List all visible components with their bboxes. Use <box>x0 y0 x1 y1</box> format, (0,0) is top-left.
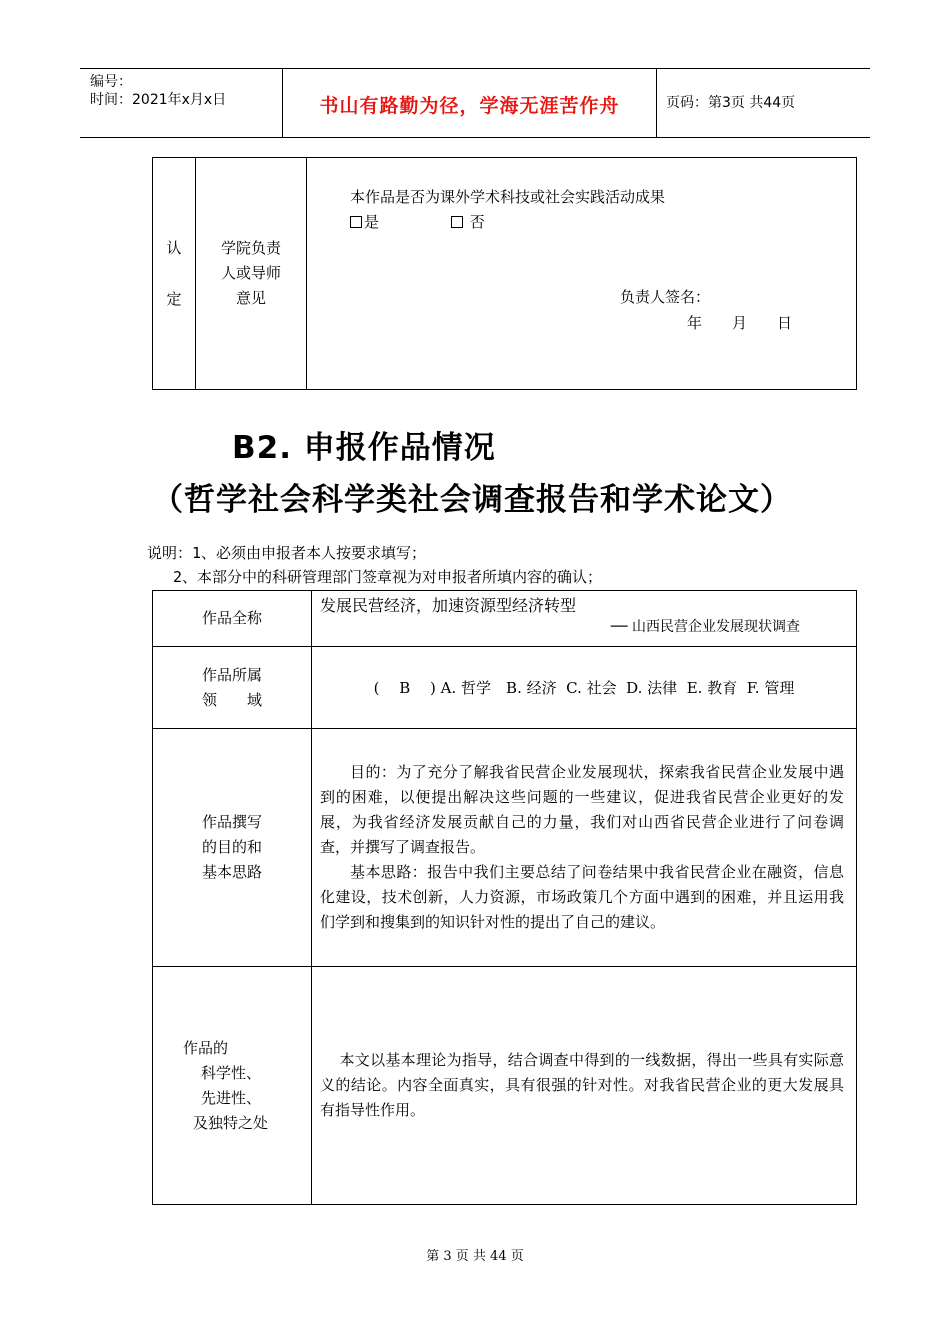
approval-option-yes[interactable] <box>350 211 379 232</box>
signature-label: 负责人签名： <box>620 288 711 306</box>
purpose-label-line: 基本思路 <box>201 863 262 881</box>
page-header <box>80 68 870 138</box>
purpose-paragraph: 目的：为了充分了解我省民营企业发展现状，探索我省民营企业发展中遇到的困难，以便提出解决这些问题的一些建议，促进我省民营企业更好的发展，为我省经济发展贡献自己的力量，我们对山西省民营企业进行了问卷调查，并撰写了调查报告。 <box>320 763 844 856</box>
purpose-cell <box>312 729 857 967</box>
doc-number-label: 编号： <box>90 74 132 90</box>
purpose-label-line: 作品撰写 <box>201 813 262 831</box>
merit-label-cell <box>153 967 312 1205</box>
header-page-label: 页码：第3页 共44页 <box>666 95 796 111</box>
work-info-table <box>152 590 857 1205</box>
field-label-line: 领 域 <box>201 690 262 709</box>
table-row <box>153 591 857 647</box>
section-title: B2. 申报作品情况 <box>232 430 496 466</box>
page-footer: 第 3 页 共 44 页 <box>426 1249 524 1264</box>
work-subtitle: ── 山西民营企业发展现状调查 <box>610 619 800 635</box>
doc-date-label: 时间：2021年x月x日 <box>90 92 227 108</box>
header-motto: 书山有路勤为径，学海无涯苦作舟 <box>319 95 620 117</box>
table-row <box>153 729 857 967</box>
merit-label-line: 先进性、 <box>201 1088 262 1107</box>
work-name-cell <box>312 591 857 647</box>
work-name-label: 作品全称 <box>153 591 312 647</box>
field-label-line: 作品所属 <box>201 665 262 684</box>
approval-role-line: 人或导师 <box>220 264 281 282</box>
option-yes-label: 是 <box>364 213 380 231</box>
work-name: 发展民营经济，加速资源型经济转型 <box>320 596 577 615</box>
purpose-label-line: 的目的和 <box>201 838 262 856</box>
approach-paragraph: 基本思路：报告中我们主要总结了问卷结果中我省民营企业在融资，信息化建设，技术创新，人力资源，市场政策几个方面中遇到的困难，并且运用我们学到和搜集到的知识针对性的提出了自己的建议。 <box>320 863 844 931</box>
header-right-cell <box>656 69 870 137</box>
note-line-1: 说明：1、必须由申报者本人按要求填写； <box>147 544 427 562</box>
table-row <box>153 647 857 729</box>
signature-date-line: 年 月 日 <box>687 314 793 332</box>
note-line-2: 2、本部分中的科研管理部门签章视为对申报者所填内容的确认； <box>173 568 603 586</box>
checkbox-no[interactable] <box>451 216 463 228</box>
field-value: ( B ) A. 哲学 B. 经济 C. 社会 D. 法律 E. 教育 F. 管理 <box>312 647 857 729</box>
approval-role-cell <box>196 158 307 390</box>
merit-label-line: 科学性、 <box>201 1063 262 1082</box>
approval-category-cell <box>153 158 196 390</box>
approval-opinion-cell <box>307 158 857 390</box>
section-subtitle: （哲学社会科学类社会调查报告和学术论文） <box>152 482 792 518</box>
approval-role-line: 意见 <box>235 289 266 307</box>
approval-role-line: 学院负责 <box>220 239 281 257</box>
merit-label-line: 及独特之处 <box>193 1113 269 1132</box>
approval-category-bottom: 定 <box>166 289 182 308</box>
merit-cell <box>312 967 857 1205</box>
checkbox-yes[interactable] <box>350 216 362 228</box>
approval-category-top: 认 <box>166 238 182 257</box>
approval-question: 本作品是否为课外学术科技或社会实践活动成果 <box>350 188 666 206</box>
merit-paragraph: 本文以基本理论为指导，结合调查中得到的一线数据，得出一些具有实际意义的结论。内容全面真实，具有很强的针对性。对我省民营企业的更大发展具有指导性作用。 <box>320 1051 844 1119</box>
purpose-label-cell <box>153 729 312 967</box>
field-label-cell <box>153 647 312 729</box>
header-left-cell <box>80 69 282 137</box>
header-motto-cell <box>282 69 657 137</box>
approval-option-no[interactable] <box>451 211 485 232</box>
approval-table <box>152 157 857 390</box>
merit-label-line: 作品的 <box>183 1038 229 1057</box>
table-row <box>153 967 857 1205</box>
option-no-label: 否 <box>469 213 485 231</box>
